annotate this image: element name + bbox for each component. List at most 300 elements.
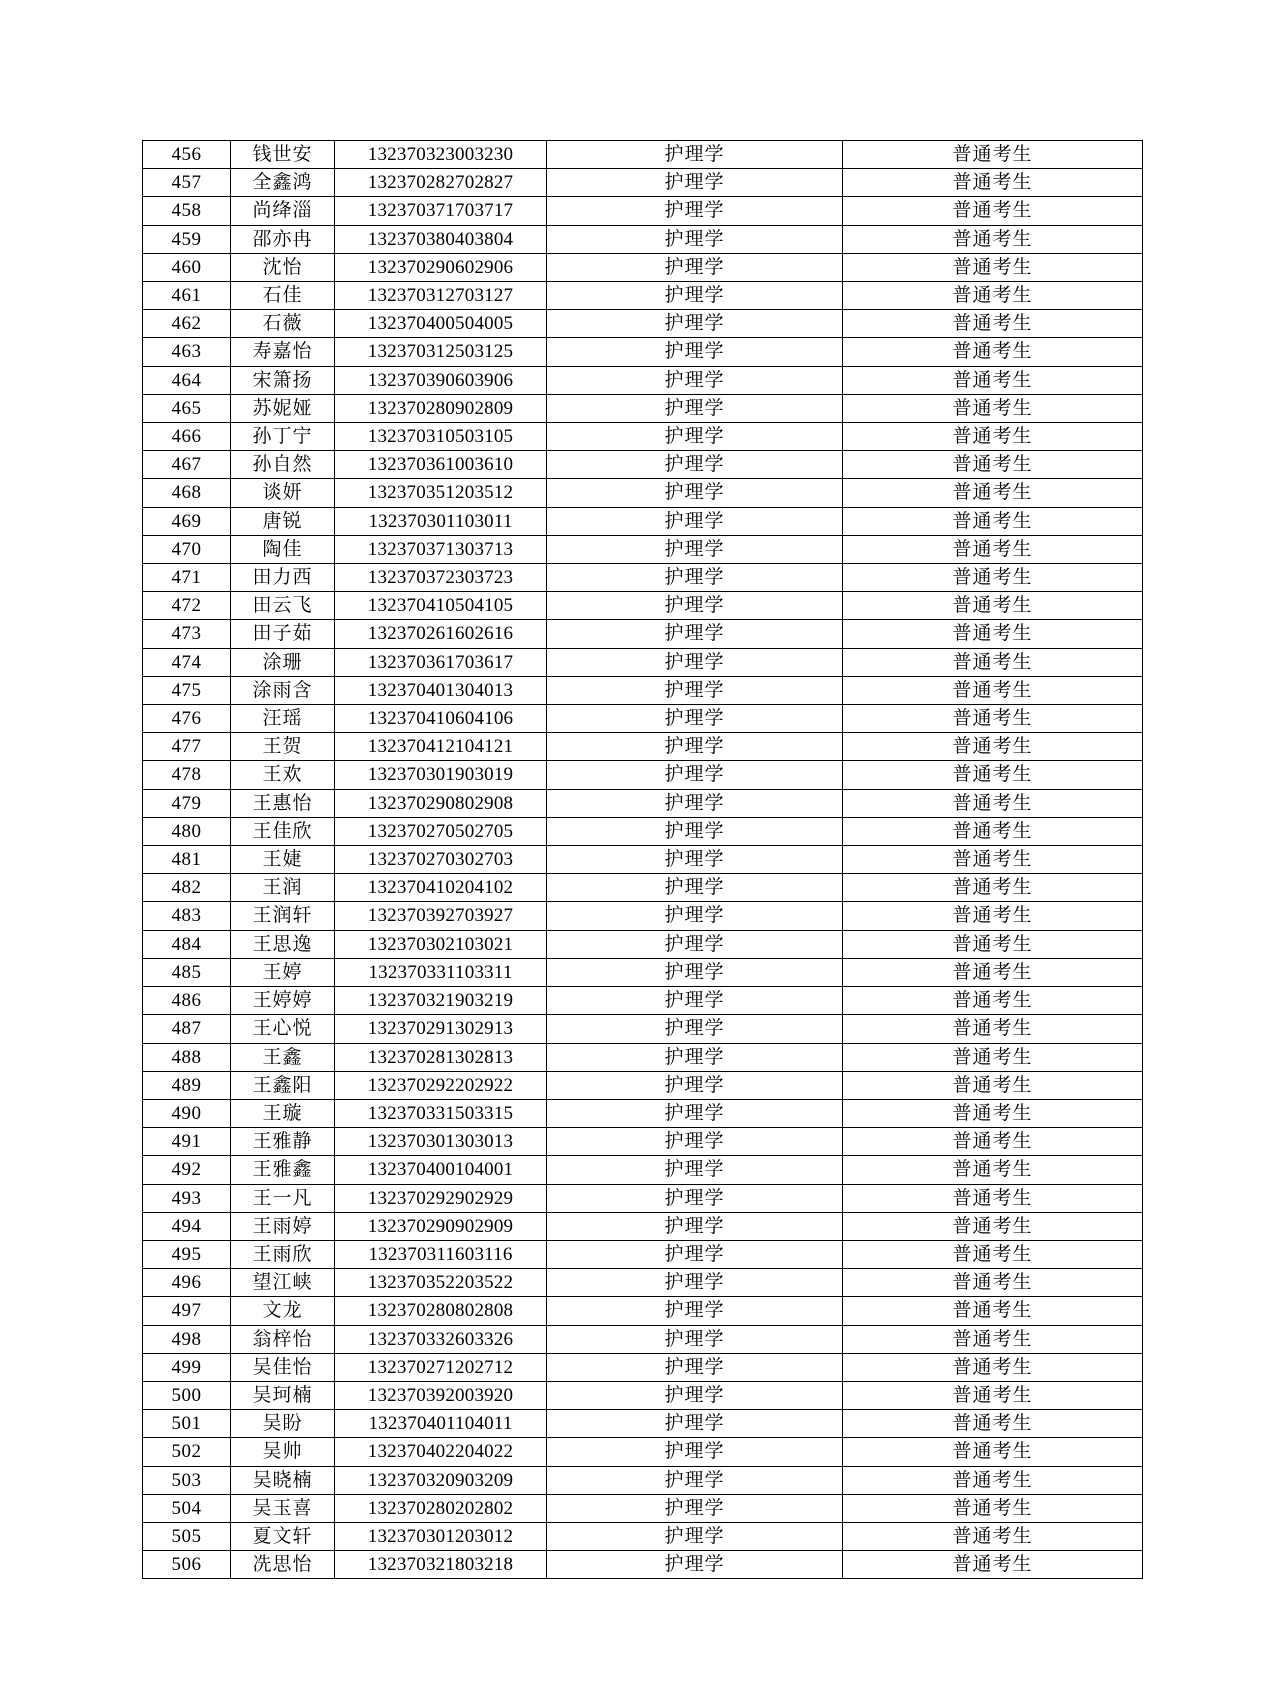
cell-major: 护理学 [547,1015,843,1043]
table-row [143,1212,1143,1240]
cell-name: 夏文轩 [231,1522,335,1550]
cell-candidate-id: 132370290602906 [335,253,547,281]
cell-candidate-id: 132370392003920 [335,1381,547,1409]
cell-major: 护理学 [547,1410,843,1438]
table-row [143,930,1143,958]
cell-name: 王雨婷 [231,1212,335,1240]
cell-candidate-id: 132370321903219 [335,987,547,1015]
cell-index: 489 [143,1071,231,1099]
cell-major: 护理学 [547,197,843,225]
table-row [143,958,1143,986]
cell-name: 王婷婷 [231,987,335,1015]
cell-candidate-type: 普通考生 [843,705,1143,733]
cell-candidate-type: 普通考生 [843,620,1143,648]
cell-index: 465 [143,394,231,422]
cell-candidate-type: 普通考生 [843,1184,1143,1212]
cell-name: 王雨欣 [231,1240,335,1268]
cell-index: 504 [143,1494,231,1522]
cell-index: 481 [143,846,231,874]
cell-major: 护理学 [547,507,843,535]
cell-candidate-id: 132370392703927 [335,902,547,930]
cell-candidate-id: 132370351203512 [335,479,547,507]
cell-major: 护理学 [547,902,843,930]
table-row [143,1353,1143,1381]
roster-body [143,141,1143,1579]
cell-index: 457 [143,169,231,197]
cell-index: 462 [143,310,231,338]
cell-index: 467 [143,451,231,479]
cell-major: 护理学 [547,225,843,253]
cell-major: 护理学 [547,1156,843,1184]
table-row [143,1522,1143,1550]
cell-candidate-id: 132370410204102 [335,874,547,902]
cell-candidate-type: 普通考生 [843,366,1143,394]
cell-candidate-id: 132370390603906 [335,366,547,394]
cell-name: 文龙 [231,1297,335,1325]
cell-candidate-type: 普通考生 [843,676,1143,704]
cell-name: 唐锐 [231,507,335,535]
cell-name: 谈妍 [231,479,335,507]
cell-index: 498 [143,1325,231,1353]
cell-candidate-id: 132370261602616 [335,620,547,648]
cell-candidate-type: 普通考生 [843,197,1143,225]
cell-major: 护理学 [547,366,843,394]
cell-major: 护理学 [547,282,843,310]
table-row [143,1156,1143,1184]
table-row [143,1015,1143,1043]
cell-candidate-type: 普通考生 [843,394,1143,422]
table-row [143,1325,1143,1353]
table-row [143,141,1143,169]
table-row [143,366,1143,394]
table-row [143,1128,1143,1156]
cell-candidate-type: 普通考生 [843,282,1143,310]
cell-candidate-type: 普通考生 [843,1015,1143,1043]
cell-index: 503 [143,1466,231,1494]
cell-name: 王璇 [231,1099,335,1127]
cell-index: 501 [143,1410,231,1438]
cell-name: 田云飞 [231,592,335,620]
table-row [143,423,1143,451]
table-row [143,1438,1143,1466]
cell-name: 王鑫 [231,1043,335,1071]
table-row [143,1466,1143,1494]
cell-major: 护理学 [547,930,843,958]
cell-major: 护理学 [547,1071,843,1099]
cell-major: 护理学 [547,874,843,902]
cell-candidate-type: 普通考生 [843,789,1143,817]
cell-major: 护理学 [547,958,843,986]
cell-index: 468 [143,479,231,507]
cell-candidate-id: 132370400504005 [335,310,547,338]
table-row [143,874,1143,902]
cell-candidate-id: 132370292902929 [335,1184,547,1212]
table-row [143,479,1143,507]
cell-candidate-id: 132370331103311 [335,958,547,986]
cell-major: 护理学 [547,987,843,1015]
cell-name: 王一凡 [231,1184,335,1212]
cell-candidate-id: 132370290802908 [335,789,547,817]
cell-index: 497 [143,1297,231,1325]
cell-candidate-id: 132370380403804 [335,225,547,253]
cell-candidate-type: 普通考生 [843,902,1143,930]
cell-candidate-id: 132370400104001 [335,1156,547,1184]
cell-candidate-type: 普通考生 [843,225,1143,253]
cell-major: 护理学 [547,733,843,761]
cell-index: 459 [143,225,231,253]
cell-name: 吴佳怡 [231,1353,335,1381]
cell-candidate-type: 普通考生 [843,1240,1143,1268]
cell-candidate-type: 普通考生 [843,141,1143,169]
cell-candidate-id: 132370372303723 [335,564,547,592]
cell-candidate-type: 普通考生 [843,761,1143,789]
cell-index: 461 [143,282,231,310]
cell-candidate-type: 普通考生 [843,253,1143,281]
table-row [143,1410,1143,1438]
table-row [143,169,1143,197]
cell-index: 491 [143,1128,231,1156]
cell-major: 护理学 [547,817,843,845]
cell-major: 护理学 [547,423,843,451]
cell-major: 护理学 [547,1353,843,1381]
cell-index: 458 [143,197,231,225]
cell-index: 466 [143,423,231,451]
cell-major: 护理学 [547,1128,843,1156]
table-row [143,648,1143,676]
cell-candidate-type: 普通考生 [843,1043,1143,1071]
cell-candidate-type: 普通考生 [843,423,1143,451]
cell-major: 护理学 [547,1043,843,1071]
cell-candidate-type: 普通考生 [843,592,1143,620]
cell-candidate-id: 132370331503315 [335,1099,547,1127]
table-row [143,507,1143,535]
cell-candidate-id: 132370323003230 [335,141,547,169]
cell-name: 王惠怡 [231,789,335,817]
cell-name: 王鑫阳 [231,1071,335,1099]
table-row [143,1297,1143,1325]
cell-name: 石薇 [231,310,335,338]
cell-major: 护理学 [547,620,843,648]
table-row [143,197,1143,225]
cell-candidate-id: 132370270302703 [335,846,547,874]
cell-candidate-type: 普通考生 [843,1297,1143,1325]
cell-candidate-id: 132370280802808 [335,1297,547,1325]
cell-index: 470 [143,535,231,563]
table-row [143,987,1143,1015]
cell-major: 护理学 [547,1466,843,1494]
cell-name: 王佳欣 [231,817,335,845]
cell-major: 护理学 [547,1099,843,1127]
cell-index: 505 [143,1522,231,1550]
cell-name: 汪瑶 [231,705,335,733]
cell-name: 邵亦冉 [231,225,335,253]
cell-candidate-type: 普通考生 [843,1551,1143,1579]
cell-candidate-id: 132370371303713 [335,535,547,563]
table-row [143,1269,1143,1297]
cell-candidate-type: 普通考生 [843,1212,1143,1240]
cell-name: 王雅静 [231,1128,335,1156]
cell-major: 护理学 [547,141,843,169]
cell-candidate-id: 132370312503125 [335,338,547,366]
table-row [143,535,1143,563]
cell-index: 494 [143,1212,231,1240]
cell-index: 484 [143,930,231,958]
cell-major: 护理学 [547,169,843,197]
cell-index: 486 [143,987,231,1015]
cell-candidate-type: 普通考生 [843,874,1143,902]
cell-name: 吴帅 [231,1438,335,1466]
table-row [143,620,1143,648]
cell-major: 护理学 [547,648,843,676]
cell-candidate-id: 132370402204022 [335,1438,547,1466]
cell-index: 483 [143,902,231,930]
cell-candidate-id: 132370371703717 [335,197,547,225]
cell-candidate-type: 普通考生 [843,958,1143,986]
table-row [143,846,1143,874]
cell-major: 护理学 [547,1381,843,1409]
cell-name: 田子茹 [231,620,335,648]
table-row [143,1551,1143,1579]
cell-name: 王婕 [231,846,335,874]
table-row [143,733,1143,761]
cell-index: 500 [143,1381,231,1409]
cell-candidate-type: 普通考生 [843,451,1143,479]
cell-index: 506 [143,1551,231,1579]
table-row [143,564,1143,592]
cell-candidate-type: 普通考生 [843,1410,1143,1438]
cell-major: 护理学 [547,1438,843,1466]
table-row [143,592,1143,620]
cell-candidate-id: 132370292202922 [335,1071,547,1099]
cell-candidate-type: 普通考生 [843,1438,1143,1466]
cell-major: 护理学 [547,1184,843,1212]
cell-index: 460 [143,253,231,281]
table-row [143,338,1143,366]
cell-candidate-type: 普通考生 [843,1522,1143,1550]
cell-index: 492 [143,1156,231,1184]
cell-candidate-id: 132370311603116 [335,1240,547,1268]
cell-candidate-id: 132370361703617 [335,648,547,676]
cell-index: 502 [143,1438,231,1466]
cell-index: 476 [143,705,231,733]
cell-index: 490 [143,1099,231,1127]
cell-candidate-id: 132370291302913 [335,1015,547,1043]
cell-candidate-type: 普通考生 [843,1381,1143,1409]
table-row [143,705,1143,733]
cell-candidate-type: 普通考生 [843,817,1143,845]
cell-name: 吴珂楠 [231,1381,335,1409]
cell-major: 护理学 [547,394,843,422]
cell-candidate-id: 132370310503105 [335,423,547,451]
cell-name: 王雅鑫 [231,1156,335,1184]
cell-major: 护理学 [547,1297,843,1325]
table-row [143,761,1143,789]
cell-name: 涂珊 [231,648,335,676]
cell-major: 护理学 [547,1325,843,1353]
table-row [143,1099,1143,1127]
table-row [143,817,1143,845]
cell-name: 王润轩 [231,902,335,930]
cell-candidate-type: 普通考生 [843,1466,1143,1494]
cell-candidate-type: 普通考生 [843,648,1143,676]
cell-major: 护理学 [547,592,843,620]
table-row [143,451,1143,479]
cell-name: 孙丁宁 [231,423,335,451]
cell-index: 469 [143,507,231,535]
cell-candidate-type: 普通考生 [843,930,1143,958]
cell-candidate-type: 普通考生 [843,564,1143,592]
table-row [143,282,1143,310]
cell-candidate-type: 普通考生 [843,1269,1143,1297]
cell-candidate-id: 132370410604106 [335,705,547,733]
cell-candidate-type: 普通考生 [843,1325,1143,1353]
cell-major: 护理学 [547,1494,843,1522]
cell-index: 472 [143,592,231,620]
cell-name: 陶佳 [231,535,335,563]
cell-candidate-type: 普通考生 [843,846,1143,874]
cell-major: 护理学 [547,564,843,592]
cell-index: 463 [143,338,231,366]
cell-major: 护理学 [547,1522,843,1550]
cell-candidate-id: 132370280202802 [335,1494,547,1522]
cell-candidate-id: 132370301203012 [335,1522,547,1550]
cell-index: 474 [143,648,231,676]
cell-candidate-id: 132370361003610 [335,451,547,479]
cell-index: 487 [143,1015,231,1043]
cell-candidate-id: 132370301903019 [335,761,547,789]
cell-candidate-type: 普通考生 [843,1156,1143,1184]
cell-name: 王思逸 [231,930,335,958]
cell-index: 495 [143,1240,231,1268]
cell-index: 496 [143,1269,231,1297]
cell-candidate-type: 普通考生 [843,733,1143,761]
table-row [143,394,1143,422]
cell-index: 493 [143,1184,231,1212]
cell-index: 475 [143,676,231,704]
cell-name: 钱世安 [231,141,335,169]
cell-name: 石佳 [231,282,335,310]
cell-name: 涂雨含 [231,676,335,704]
cell-name: 田力西 [231,564,335,592]
cell-candidate-id: 132370410504105 [335,592,547,620]
cell-major: 护理学 [547,789,843,817]
cell-name: 吴晓楠 [231,1466,335,1494]
cell-name: 全鑫鸿 [231,169,335,197]
cell-candidate-id: 132370332603326 [335,1325,547,1353]
cell-candidate-type: 普通考生 [843,338,1143,366]
cell-candidate-type: 普通考生 [843,310,1143,338]
cell-index: 485 [143,958,231,986]
cell-index: 499 [143,1353,231,1381]
cell-index: 456 [143,141,231,169]
cell-index: 478 [143,761,231,789]
cell-major: 护理学 [547,310,843,338]
cell-candidate-type: 普通考生 [843,535,1143,563]
table-row [143,789,1143,817]
cell-index: 471 [143,564,231,592]
cell-name: 翁梓怡 [231,1325,335,1353]
cell-index: 480 [143,817,231,845]
table-row [143,1184,1143,1212]
cell-candidate-type: 普通考生 [843,1099,1143,1127]
cell-name: 沈怡 [231,253,335,281]
table-row [143,1240,1143,1268]
cell-major: 护理学 [547,338,843,366]
cell-name: 寿嘉怡 [231,338,335,366]
table-row [143,676,1143,704]
table-row [143,310,1143,338]
cell-major: 护理学 [547,535,843,563]
cell-candidate-id: 132370282702827 [335,169,547,197]
cell-name: 王欢 [231,761,335,789]
cell-candidate-id: 132370312703127 [335,282,547,310]
cell-candidate-id: 132370301303013 [335,1128,547,1156]
cell-candidate-id: 132370352203522 [335,1269,547,1297]
cell-major: 护理学 [547,676,843,704]
cell-candidate-id: 132370280902809 [335,394,547,422]
candidate-roster-table [142,140,1143,1579]
cell-name: 吴盼 [231,1410,335,1438]
cell-major: 护理学 [547,1551,843,1579]
cell-name: 王贺 [231,733,335,761]
table-row [143,1381,1143,1409]
cell-index: 473 [143,620,231,648]
cell-candidate-id: 132370320903209 [335,1466,547,1494]
cell-major: 护理学 [547,1240,843,1268]
cell-candidate-id: 132370401104011 [335,1410,547,1438]
cell-major: 护理学 [547,451,843,479]
cell-major: 护理学 [547,1269,843,1297]
cell-candidate-type: 普通考生 [843,1494,1143,1522]
cell-name: 尚绛淄 [231,197,335,225]
cell-candidate-id: 132370301103011 [335,507,547,535]
cell-index: 482 [143,874,231,902]
table-row [143,1494,1143,1522]
cell-candidate-id: 132370270502705 [335,817,547,845]
table-row [143,253,1143,281]
cell-name: 吴玉喜 [231,1494,335,1522]
cell-major: 护理学 [547,479,843,507]
cell-name: 望江峡 [231,1269,335,1297]
cell-candidate-id: 132370281302813 [335,1043,547,1071]
cell-major: 护理学 [547,1212,843,1240]
cell-candidate-id: 132370412104121 [335,733,547,761]
cell-candidate-id: 132370290902909 [335,1212,547,1240]
cell-candidate-type: 普通考生 [843,1071,1143,1099]
cell-candidate-id: 132370302103021 [335,930,547,958]
table-row [143,1043,1143,1071]
cell-index: 477 [143,733,231,761]
table-row [143,902,1143,930]
cell-major: 护理学 [547,253,843,281]
cell-major: 护理学 [547,705,843,733]
cell-name: 孙自然 [231,451,335,479]
cell-candidate-id: 132370321803218 [335,1551,547,1579]
cell-name: 王心悦 [231,1015,335,1043]
cell-candidate-id: 132370401304013 [335,676,547,704]
table-row [143,225,1143,253]
cell-major: 护理学 [547,846,843,874]
cell-candidate-id: 132370271202712 [335,1353,547,1381]
cell-candidate-type: 普通考生 [843,169,1143,197]
cell-major: 护理学 [547,761,843,789]
cell-candidate-type: 普通考生 [843,1128,1143,1156]
table-row [143,1071,1143,1099]
cell-name: 王润 [231,874,335,902]
cell-name: 苏妮娅 [231,394,335,422]
cell-index: 479 [143,789,231,817]
cell-name: 宋箫扬 [231,366,335,394]
